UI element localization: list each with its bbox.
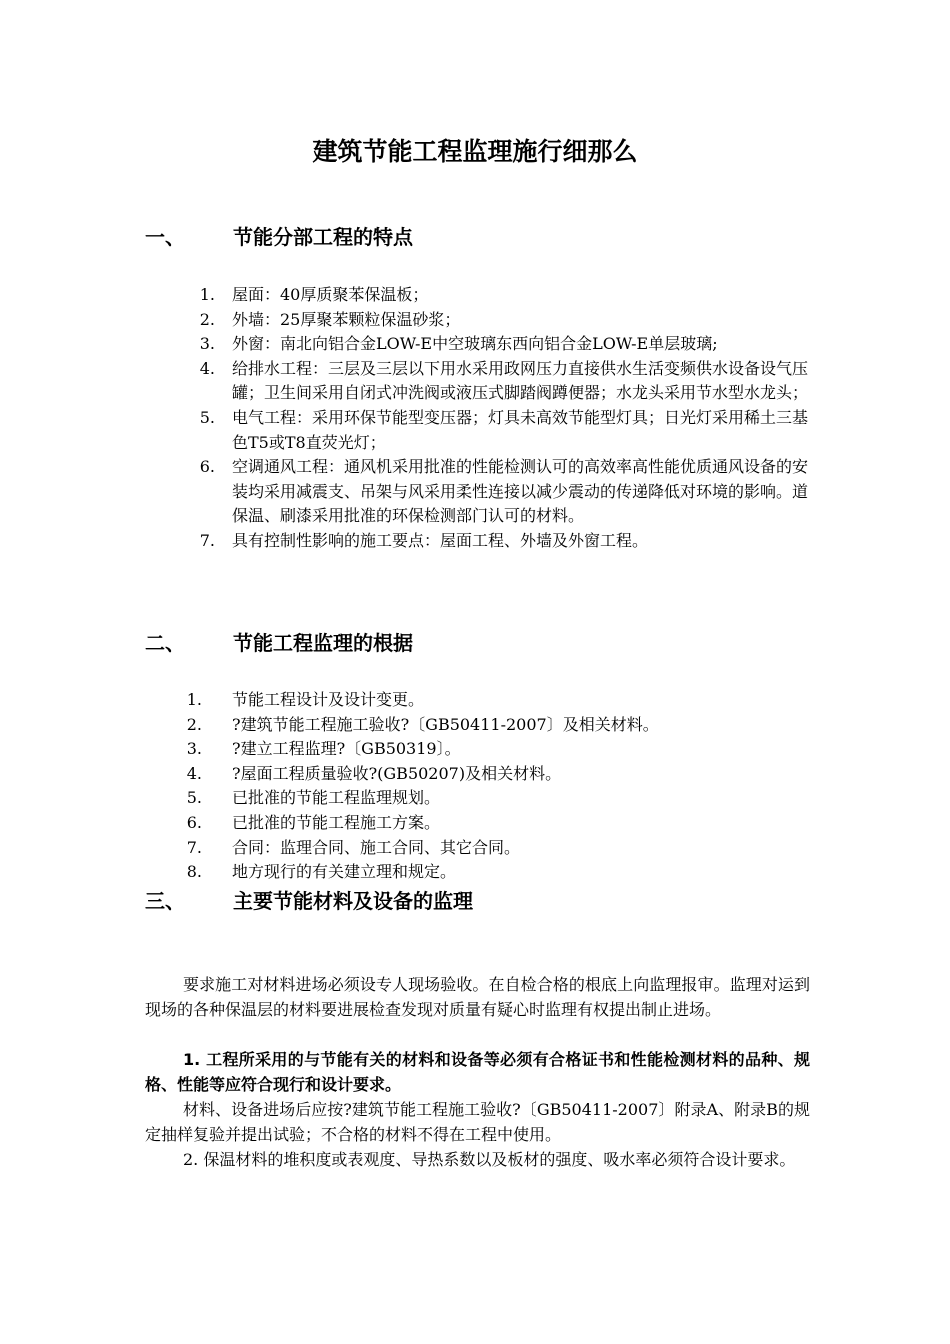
list-item [0,836,950,861]
list-item [0,529,950,554]
list-item-number: 4. [199,358,215,378]
list-item-number: 1. [186,690,202,709]
section-number: 三、 [145,889,185,913]
paragraph: 要求施工对材料进场必须设专人现场验收。在自检合格的根底上向监理报审。监理对运到现场的各种保温层的材料要进展检查发现对质量有疑心时监理有权提出制止进场。 [145,975,810,1019]
list-item [0,762,950,787]
list-item-text: ?建立工程监理?〔GB50319〕。 [232,739,461,759]
list-item-number: 1. [199,285,215,304]
list-item-text: 具有控制性影响的施工要点：屋面工程、外墙及外窗工程。 [232,530,649,550]
basis-list [0,688,950,885]
list-item-number: 3. [186,739,202,759]
list-item [0,283,950,308]
section-title: 主要节能材料及设备的监理 [233,889,473,913]
section-number: 一、 [145,225,185,249]
list-item [0,308,950,333]
list-item [0,713,950,738]
list-item-text: 地方现行的有关建立理和规定。 [232,862,457,882]
list-item-number: 2. [199,309,215,329]
list-item-text: 屋面：40厚质聚苯保温板； [232,285,429,304]
paragraph-bold: 1. 工程所采用的与节能有关的材料和设备等必须有合格证书和性能检测材料的品种、规格、性能等应符合现行和设计要求。 [145,1050,810,1094]
section-title: 节能工程监理的根据 [233,631,413,655]
list-item [0,455,950,529]
list-item [0,737,950,762]
paragraph: 材料、设备进场后应按?建筑节能工程施工验收?〔GB50411-2007〕附录A、附录B的规定抽样复验并提出试验；不合格的材料不得在工程中使用。 [145,1100,810,1144]
list-item-number: 8. [186,862,202,882]
list-item-number: 3. [199,334,215,354]
document-title: 建筑节能工程监理施行细那么 [312,137,638,166]
list-item [0,811,950,836]
list-item-number: 4. [186,763,202,783]
list-item-number: 7. [186,837,202,857]
list-item-number: 5. [186,788,202,808]
list-item [0,786,950,811]
list-item-number: 7. [199,530,215,550]
list-item [0,688,950,713]
list-item-number: 2. [186,714,202,734]
list-item-text: ?屋面工程质量验收?(GB50207)及相关材料。 [232,763,562,783]
list-item [0,332,950,357]
list-item-text: 已批准的节能工程监理规划。 [232,788,441,808]
list-item [0,357,950,406]
list-item-text: ?建筑节能工程施工验收?〔GB50411-2007〕及相关材料。 [232,714,659,734]
list-item-text: 电气工程：采用环保节能型变压器；灯具未高效节能型灯具；日光灯采用稀土三基色T5或T8直荧光灯； [232,407,809,452]
feature-list [0,283,950,554]
list-item-text: 外窗：南北向铝合金LOW-E中空玻璃东西向铝合金LOW-E单层玻璃; [232,334,718,354]
list-item-text: 给排水工程：三层及三层以下用水采用政网压力直接供水生活变频供水设备设气压罐；卫生间采用自闭式冲洗阀或液压式脚踏阀蹲便器；水龙头采用节水型水龙头； [232,358,809,403]
list-item-number: 6. [186,812,202,832]
list-item-text: 已批准的节能工程施工方案。 [232,812,441,832]
list-item-number: 5. [199,407,215,427]
section-number: 二、 [145,631,185,655]
list-item-text: 节能工程设计及设计变更。 [232,690,425,709]
section-title: 节能分部工程的特点 [233,225,413,249]
list-item-text: 空调通风工程：通风机采用批准的性能检测认可的高效率高性能优质通风设备的安装均采用减震支、吊架与风采用柔性连接以减少震动的传递降低对环境的影响。道保温、刷漆采用批准的环保检测部门认可的材料。 [232,457,809,526]
list-item [0,406,950,455]
list-item-number: 6. [199,457,215,477]
list-item-text: 外墙：25厚聚苯颗粒保温砂浆； [232,309,461,329]
list-item-text: 合同：监理合同、施工合同、其它合同。 [232,837,521,857]
list-item [0,860,950,885]
paragraph: 2. 保温材料的堆积度或表观度、导热系数以及板材的强度、吸水率必须符合设计要求。 [183,1150,796,1169]
